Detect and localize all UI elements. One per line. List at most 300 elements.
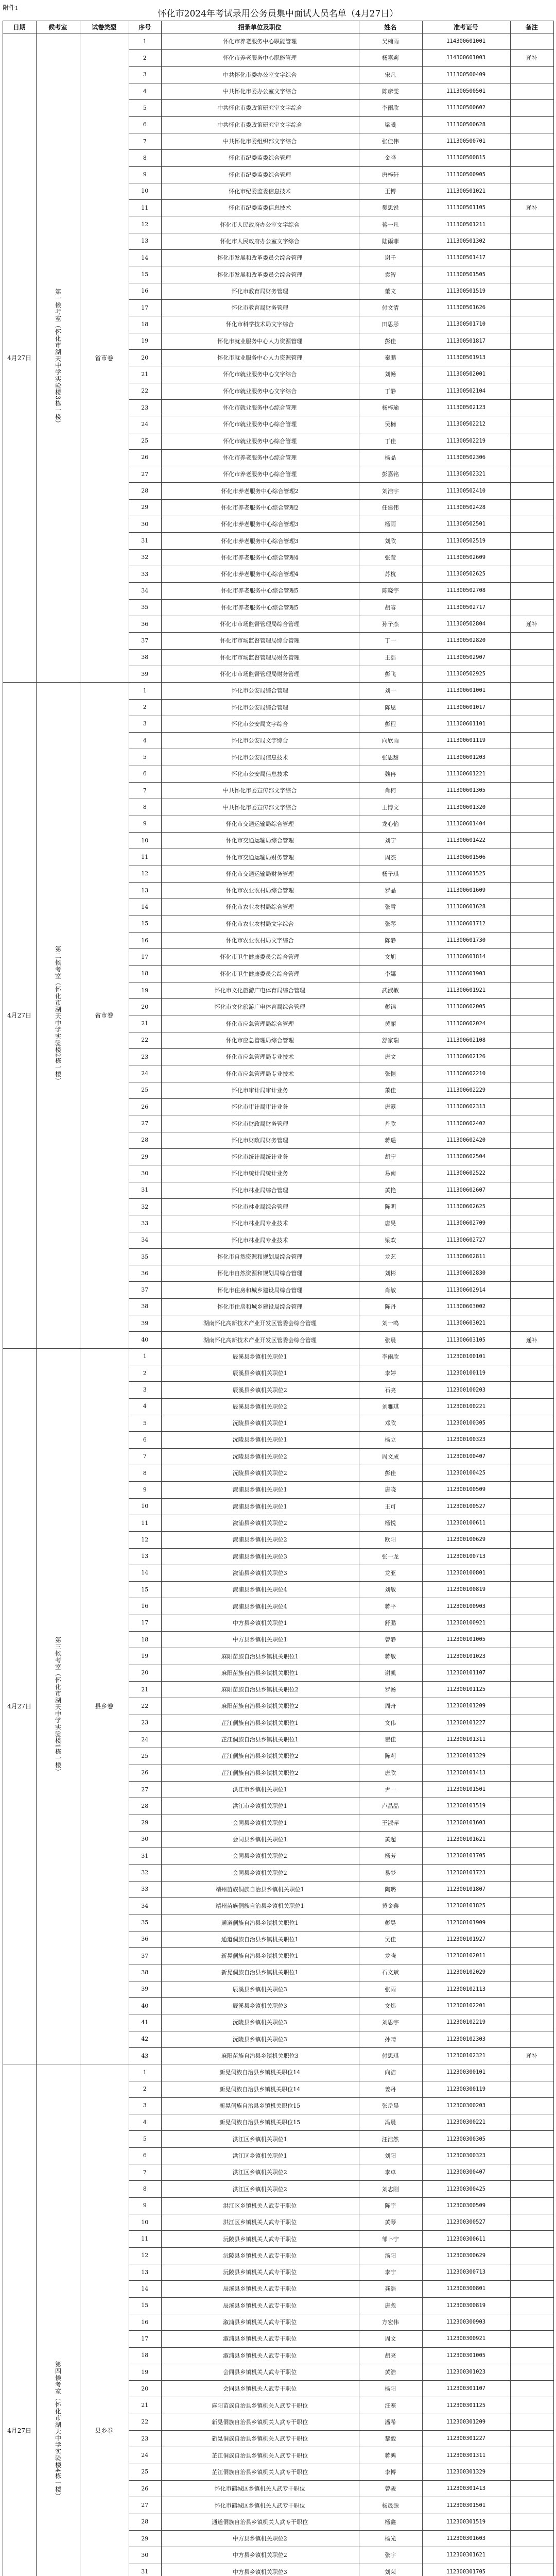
row-remark xyxy=(510,333,553,349)
row-seq: 29 xyxy=(141,2535,149,2542)
row-remark xyxy=(510,2530,553,2547)
row-post: 麻阳苗族自治县乡镇机关职位1 xyxy=(221,1653,299,1660)
row-post: 怀化市就业服务中心综合管理 xyxy=(223,437,297,445)
row-name: 文炜 xyxy=(385,2003,396,2010)
section-waiting-room xyxy=(36,682,79,1348)
row-ticket: 112300100119 xyxy=(446,1370,486,1377)
row-seq: 19 xyxy=(141,987,149,994)
row-remark xyxy=(510,1448,553,1465)
row-rule xyxy=(129,1947,553,1948)
row-post: 新晃侗族自治县乡镇机关职位15 xyxy=(219,2119,301,2126)
row-post: 怀化市养老服务中心综合管理 xyxy=(223,454,297,461)
row-post: 溆浦县乡镇机关职位3 xyxy=(232,1553,287,1560)
row-seq: 28 xyxy=(141,1137,149,1144)
row-seq: 32 xyxy=(141,1869,149,1876)
row-seq: 19 xyxy=(141,1653,149,1660)
row-seq: 9 xyxy=(143,1486,147,1493)
row-seq: 38 xyxy=(141,1303,149,1310)
row-rule xyxy=(129,948,553,949)
row-post: 中方县乡镇机关职位2 xyxy=(232,2535,287,2543)
row-ticket: 112300102029 xyxy=(446,1969,486,1976)
row-remark xyxy=(510,1165,553,1181)
row-post: 辰溪县乡镇机关人武专干职位 xyxy=(223,2302,297,2309)
row-rule xyxy=(129,482,553,483)
row-name: 丁静 xyxy=(385,387,396,395)
row-name: 唐文 xyxy=(385,1054,396,1061)
row-name: 杨雨 xyxy=(385,521,396,528)
row-ticket: 111300501417 xyxy=(446,255,486,261)
row-post: 怀化市财政局财务管理 xyxy=(231,1120,288,1127)
row-ticket: 111300602024 xyxy=(446,1020,486,1027)
row-name: 梁曦 xyxy=(385,121,396,128)
row-post: 怀化市交通运输局综合管理 xyxy=(225,820,294,827)
row-remark xyxy=(510,2330,553,2347)
row-ticket: 111300502820 xyxy=(446,637,486,644)
row-ticket: 111300602914 xyxy=(446,1286,486,1293)
row-post: 沅陵县乡镇机关职位2 xyxy=(232,1470,287,1477)
header-name: 姓名 xyxy=(384,23,397,31)
row-rule xyxy=(129,2347,553,2348)
row-post: 芷江侗族自治县乡镇机关人武专干职位 xyxy=(212,2468,308,2476)
row-post: 怀化市公安局信息技术 xyxy=(231,754,288,761)
row-name: 丹欣 xyxy=(385,1120,396,1127)
row-remark xyxy=(510,1182,553,1198)
row-rule xyxy=(129,2330,553,2331)
row-ticket: 111300601119 xyxy=(446,737,486,744)
row-rule xyxy=(129,1897,553,1898)
row-seq: 39 xyxy=(141,1319,149,1327)
row-ticket: 111300602210 xyxy=(446,1070,486,1077)
row-post: 洪江市乡镇机关职位1 xyxy=(232,1803,287,1810)
row-name: 彭佳 xyxy=(385,337,396,345)
row-post: 辰溪县乡镇机关职位3 xyxy=(232,1986,287,1993)
row-seq: 9 xyxy=(143,171,147,178)
row-post: 通道侗族自治县乡镇机关职位1 xyxy=(221,1919,299,1926)
row-seq: 13 xyxy=(141,238,149,245)
row-seq: 28 xyxy=(141,487,149,495)
row-ticket: 114300601003 xyxy=(446,55,486,61)
row-ticket: 112300101413 xyxy=(446,1769,486,1776)
row-name: 易南 xyxy=(385,1170,396,1177)
row-remark xyxy=(510,1665,553,1681)
row-post: 怀化市农业农村局文字综合 xyxy=(225,937,294,944)
row-seq: 22 xyxy=(141,1037,149,1044)
row-seq: 3 xyxy=(143,2102,147,2109)
row-post: 怀化市养老服务中心综合管理3 xyxy=(221,537,299,545)
row-post: 会同县乡镇机关人武专干职位 xyxy=(223,2369,297,2376)
row-rule xyxy=(129,1731,553,1732)
row-rule xyxy=(129,1098,553,1099)
row-post: 溆浦县乡镇机关职位4 xyxy=(232,1603,287,1610)
row-post: 怀化市发展和改革委员会综合管理 xyxy=(217,255,303,262)
row-name: 李婷 xyxy=(385,1370,396,1377)
row-ticket: 111300502519 xyxy=(446,537,486,544)
row-rule xyxy=(129,1198,553,1199)
row-ticket: 112300100509 xyxy=(446,1486,486,1493)
row-rule xyxy=(129,1681,553,1682)
row-seq: 42 xyxy=(141,2036,149,2043)
row-ticket: 111300501710 xyxy=(446,321,486,328)
row-ticket: 111300602811 xyxy=(446,1253,486,1260)
row-name: 卢晶晶 xyxy=(381,1803,399,1810)
row-remark xyxy=(510,2497,553,2513)
row-remark xyxy=(510,849,553,865)
row-post: 麻阳苗族自治县乡镇机关职位1 xyxy=(221,1669,299,1676)
row-rule xyxy=(129,166,553,167)
row-name: 周舟 xyxy=(385,1703,396,1710)
row-name: 谢千 xyxy=(385,255,396,262)
row-remark xyxy=(510,482,553,499)
row-ticket: 112300301413 xyxy=(446,2485,486,2492)
row-rule xyxy=(129,116,553,117)
row-post: 溆浦县乡镇机关人武专干职位 xyxy=(223,2352,297,2359)
row-name: 周文 xyxy=(385,2335,396,2343)
row-ticket: 111300502321 xyxy=(446,471,486,478)
row-seq: 6 xyxy=(143,770,147,777)
row-name: 姜丹 xyxy=(385,2086,396,2093)
row-remark xyxy=(510,1931,553,1947)
row-name: 袁智 xyxy=(385,271,396,278)
row-post: 新晃侗族自治县乡镇机关人武专干职位 xyxy=(212,2418,308,2426)
row-post: 怀化市文化旅游广电体育局综合管理 xyxy=(214,987,305,994)
row-ticket: 111300602607 xyxy=(446,1187,486,1193)
row-ticket: 111300602830 xyxy=(446,1270,486,1277)
column-rule xyxy=(510,21,511,2576)
row-remark xyxy=(510,2314,553,2330)
row-seq: 36 xyxy=(141,1936,149,1943)
row-remark xyxy=(510,1065,553,1081)
row-rule xyxy=(129,499,553,500)
row-ticket: 111300602522 xyxy=(446,1170,486,1177)
row-name: 杨阳 xyxy=(385,2385,396,2393)
row-remark: 递补 xyxy=(526,2053,537,2060)
row-remark xyxy=(510,349,553,366)
row-remark xyxy=(510,266,553,282)
row-remark xyxy=(510,133,553,149)
row-ticket: 111300602126 xyxy=(446,1054,486,1060)
row-ticket: 112300102321 xyxy=(446,2053,486,2059)
row-rule xyxy=(129,1148,553,1149)
row-name: 吴佳 xyxy=(385,1936,396,1943)
row-name: 彭昊 xyxy=(385,1919,396,1926)
row-seq: 20 xyxy=(141,2385,149,2392)
row-seq: 3 xyxy=(143,720,147,727)
row-remark xyxy=(510,2214,553,2230)
row-seq: 14 xyxy=(141,254,149,261)
row-ticket: 112300301621 xyxy=(446,2552,486,2558)
row-remark xyxy=(510,1415,553,1431)
row-name: 苏杭 xyxy=(385,571,396,578)
section-paper-type: 县乡卷 xyxy=(95,1702,114,1710)
row-name: 唐昊 xyxy=(385,1220,396,1227)
row-seq: 26 xyxy=(141,1769,149,1776)
row-name: 刘阳 xyxy=(385,2152,396,2159)
row-ticket: 111300501913 xyxy=(446,354,486,361)
row-ticket: 112300301329 xyxy=(446,2468,486,2475)
row-post: 中共怀化市委政策研究室文字综合 xyxy=(217,121,303,128)
row-ticket: 111300603105 xyxy=(446,1336,486,1343)
row-ticket: 111300501211 xyxy=(446,221,486,228)
row-seq: 27 xyxy=(141,470,149,478)
row-post: 怀化市教育局财务管理 xyxy=(231,287,288,295)
row-ticket: 111300602727 xyxy=(446,1236,486,1243)
row-ticket: 111300500815 xyxy=(446,155,486,161)
row-seq: 29 xyxy=(141,1153,149,1160)
row-post: 沅陵县乡镇机关职位1 xyxy=(232,1420,287,1427)
row-remark xyxy=(510,2414,553,2430)
row-remark xyxy=(510,799,553,815)
row-remark xyxy=(510,2081,553,2097)
row-remark xyxy=(510,2264,553,2280)
row-seq: 13 xyxy=(141,887,149,894)
row-name: 蒋鸿 xyxy=(385,2452,396,2459)
row-seq: 17 xyxy=(141,2335,149,2342)
row-remark xyxy=(510,1498,553,1515)
row-post: 怀化市公安局综合管理 xyxy=(231,687,288,694)
row-name: 陈静 xyxy=(385,937,396,944)
row-remark xyxy=(510,2130,553,2147)
row-name: 胡亮 xyxy=(385,2352,396,2359)
section-date: 4月27日 xyxy=(7,2427,31,2434)
row-name: 王淑萍 xyxy=(381,1819,399,1826)
section-date: 4月27日 xyxy=(7,354,31,362)
row-name: 李宁 xyxy=(385,2269,396,2276)
row-ticket: 111300502306 xyxy=(446,454,486,461)
row-post: 怀化市养老服务中心综合管理2 xyxy=(221,504,299,511)
row-name: 石亮 xyxy=(385,1386,396,1394)
row-post: 芷江侗族自治县乡镇机关职位2 xyxy=(221,1769,299,1776)
row-ticket: 112300101807 xyxy=(446,1886,486,1892)
row-seq: 3 xyxy=(143,71,147,78)
row-post: 怀化市养老服务中心综合管理4 xyxy=(221,571,299,578)
row-seq: 25 xyxy=(141,437,149,445)
row-ticket: 112300301209 xyxy=(446,2418,486,2425)
row-rule xyxy=(129,2230,553,2231)
row-name: 汪寒 xyxy=(385,2402,396,2409)
row-post: 中共怀化市委宣传部文字综合 xyxy=(223,787,297,794)
waiting-room-label: 第二候考室（怀化市湖天中学实验楼2栋一楼） xyxy=(54,946,62,1084)
row-remark xyxy=(510,1298,553,1315)
row-remark xyxy=(510,948,553,965)
row-remark xyxy=(510,932,553,948)
row-rule xyxy=(129,832,553,833)
row-ticket: 111300502410 xyxy=(446,487,486,494)
row-seq: 21 xyxy=(141,1686,149,1693)
row-name: 唐露 xyxy=(385,1104,396,1111)
row-ticket: 112300300203 xyxy=(446,2102,486,2109)
row-remark xyxy=(510,549,553,566)
column-rule xyxy=(161,21,162,2576)
row-remark xyxy=(510,716,553,732)
row-rule xyxy=(129,2430,553,2431)
row-rule xyxy=(129,532,553,533)
row-remark xyxy=(510,982,553,998)
row-rule xyxy=(129,299,553,300)
row-post: 中方县乡镇机关职位3 xyxy=(232,2568,287,2575)
header-waiting-room: 候考室 xyxy=(48,23,67,31)
row-post: 怀化市林业局专业技术 xyxy=(231,1236,288,1244)
row-ticket: 112300100629 xyxy=(446,1536,486,1543)
row-seq: 12 xyxy=(141,2252,149,2259)
row-post: 会同县乡镇机关职位1 xyxy=(232,1819,287,1826)
row-remark xyxy=(510,249,553,266)
row-ticket: 111300601305 xyxy=(446,787,486,794)
row-post: 怀化市财政局财务管理 xyxy=(231,1137,288,1144)
row-ticket: 112300301125 xyxy=(446,2402,486,2409)
row-post: 新晃侗族自治县乡镇机关职位1 xyxy=(221,1953,299,1960)
row-ticket: 111300602108 xyxy=(446,1037,486,1043)
row-ticket: 111300501519 xyxy=(446,287,486,294)
row-post: 怀化市统计局统计业务 xyxy=(231,1170,288,1177)
row-name: 杨悦 xyxy=(385,1520,396,1527)
row-seq: 30 xyxy=(141,1836,149,1843)
row-post: 怀化市鹤城区乡镇机关人武专干职位 xyxy=(214,2502,305,2509)
row-remark xyxy=(510,1781,553,1798)
row-remark xyxy=(510,316,553,332)
row-post: 怀化市市场监督管理局综合管理 xyxy=(220,621,300,628)
row-name: 石文斌 xyxy=(381,1969,399,1976)
row-ticket: 112300300407 xyxy=(446,2169,486,2176)
row-remark xyxy=(510,166,553,183)
row-remark xyxy=(510,1631,553,1648)
row-post: 溆浦县乡镇机关职位3 xyxy=(232,1569,287,1577)
row-seq: 3 xyxy=(143,1386,147,1394)
row-remark xyxy=(510,2297,553,2314)
row-name: 文伟 xyxy=(385,1719,396,1726)
row-name: 黄浩 xyxy=(385,2369,396,2376)
row-name: 唐梓轩 xyxy=(381,171,399,178)
row-remark xyxy=(510,1365,553,1381)
row-remark xyxy=(510,1997,553,2014)
row-ticket: 112300101519 xyxy=(446,1803,486,1809)
row-ticket: 111300500628 xyxy=(446,121,486,128)
row-name: 冯晨 xyxy=(385,2119,396,2126)
row-post: 辰溪县乡镇机关职位1 xyxy=(232,1353,287,1360)
row-name: 舒鹏 xyxy=(385,1619,396,1626)
row-name: 龙亚 xyxy=(385,1569,396,1577)
row-rule xyxy=(129,149,553,150)
row-seq: 37 xyxy=(141,1286,149,1294)
row-remark xyxy=(510,1198,553,1215)
row-ticket: 111300601221 xyxy=(446,770,486,777)
row-seq: 29 xyxy=(141,1819,149,1826)
row-name: 彭嘉铭 xyxy=(381,471,399,478)
row-post: 怀化市养老服务中心综合管理5 xyxy=(221,604,299,611)
row-post: 怀化市养老服务中心综合管理5 xyxy=(221,587,299,595)
row-post: 新晃侗族自治县乡镇机关职位1 xyxy=(221,1969,299,1976)
row-remark xyxy=(510,2447,553,2463)
row-remark xyxy=(510,1115,553,1131)
row-seq: 20 xyxy=(141,354,149,361)
row-name: 刘浩宇 xyxy=(381,487,399,495)
document-title: 怀化市2024年考试录用公务员集中面试人员名单（4月27日） xyxy=(158,9,398,19)
row-remark xyxy=(510,1281,553,1298)
row-name: 刘思宇 xyxy=(381,2019,399,2026)
row-remark xyxy=(510,2280,553,2297)
row-name: 刘志刚 xyxy=(381,2185,399,2193)
row-remark xyxy=(510,699,553,716)
row-remark xyxy=(510,766,553,782)
row-post: 洪江区乡镇机关职位1 xyxy=(232,2152,287,2159)
row-post: 溆浦县乡镇机关职位1 xyxy=(232,1486,287,1494)
row-post: 新晃侗族自治县乡镇机关职位15 xyxy=(219,2102,301,2109)
row-ticket: 111300502609 xyxy=(446,554,486,561)
row-name: 罗畅 xyxy=(385,1686,396,1693)
row-ticket: 111300502925 xyxy=(446,671,486,677)
row-post: 中共怀化市委政策研究室文字综合 xyxy=(217,105,303,112)
row-name: 彭飞 xyxy=(385,671,396,678)
row-ticket: 112300100221 xyxy=(446,1403,486,1410)
row-seq: 29 xyxy=(141,504,149,511)
row-remark xyxy=(510,2164,553,2180)
row-ticket: 111300601730 xyxy=(446,937,486,944)
row-rule xyxy=(129,2297,553,2298)
row-remark xyxy=(510,99,553,116)
row-remark xyxy=(510,1148,553,1165)
row-remark xyxy=(510,1481,553,1498)
row-remark xyxy=(510,116,553,133)
row-seq: 18 xyxy=(141,320,149,328)
row-seq: 10 xyxy=(141,2218,149,2226)
row-name: 杨鑫 xyxy=(385,2518,396,2526)
header-ticket: 准考证号 xyxy=(454,23,479,31)
row-name: 蒋平 xyxy=(385,1603,396,1610)
row-ticket: 111300601525 xyxy=(446,870,486,877)
row-seq: 19 xyxy=(141,337,149,345)
row-seq: 31 xyxy=(141,1187,149,1194)
row-seq: 12 xyxy=(141,1536,149,1543)
row-post: 怀化市交通运输局财务管理 xyxy=(225,854,294,861)
row-remark xyxy=(510,1265,553,1281)
row-name: 杨晶 xyxy=(385,454,396,461)
row-seq: 18 xyxy=(141,1636,149,1643)
row-remark xyxy=(510,183,553,199)
row-ticket: 112300101501 xyxy=(446,1786,486,1793)
row-name: 谢凯 xyxy=(385,1669,396,1676)
row-ticket: 111300602229 xyxy=(446,1087,486,1093)
row-ticket: 111300601101 xyxy=(446,720,486,727)
row-remark xyxy=(510,866,553,882)
row-post: 中方县乡镇机关职位1 xyxy=(232,1636,287,1643)
row-remark xyxy=(510,1848,553,1864)
row-ticket: 112300300921 xyxy=(446,2335,486,2342)
row-seq: 17 xyxy=(141,1619,149,1626)
row-post: 怀化市养老服务中心综合管理 xyxy=(223,471,297,478)
row-post: 怀化市文化旅游广电体育局综合管理 xyxy=(214,1004,305,1011)
row-ticket: 111300603021 xyxy=(446,1320,486,1327)
row-rule xyxy=(129,2097,553,2098)
row-seq: 40 xyxy=(141,2002,149,2009)
row-name: 张琴 xyxy=(385,920,396,927)
row-remark xyxy=(510,1232,553,1248)
row-seq: 21 xyxy=(141,1020,149,1027)
row-ticket: 111300601320 xyxy=(446,804,486,810)
row-ticket: 111300502219 xyxy=(446,437,486,444)
row-rule xyxy=(129,1431,553,1432)
row-remark xyxy=(510,2514,553,2530)
row-remark xyxy=(510,1565,553,1581)
row-post: 洪江区乡镇机关人武专干职位 xyxy=(223,2219,297,2226)
row-ticket: 112300101125 xyxy=(446,1686,486,1693)
row-name: 武淑敏 xyxy=(381,987,399,994)
row-name: 肖柯 xyxy=(385,787,396,794)
row-ticket: 112300102201 xyxy=(446,2003,486,2009)
row-post: 洪江市乡镇机关职位1 xyxy=(232,1786,287,1793)
row-rule xyxy=(129,932,553,933)
row-name: 陈彦雯 xyxy=(381,88,399,95)
row-remark xyxy=(510,1048,553,1065)
row-ticket: 111300602504 xyxy=(446,1154,486,1160)
